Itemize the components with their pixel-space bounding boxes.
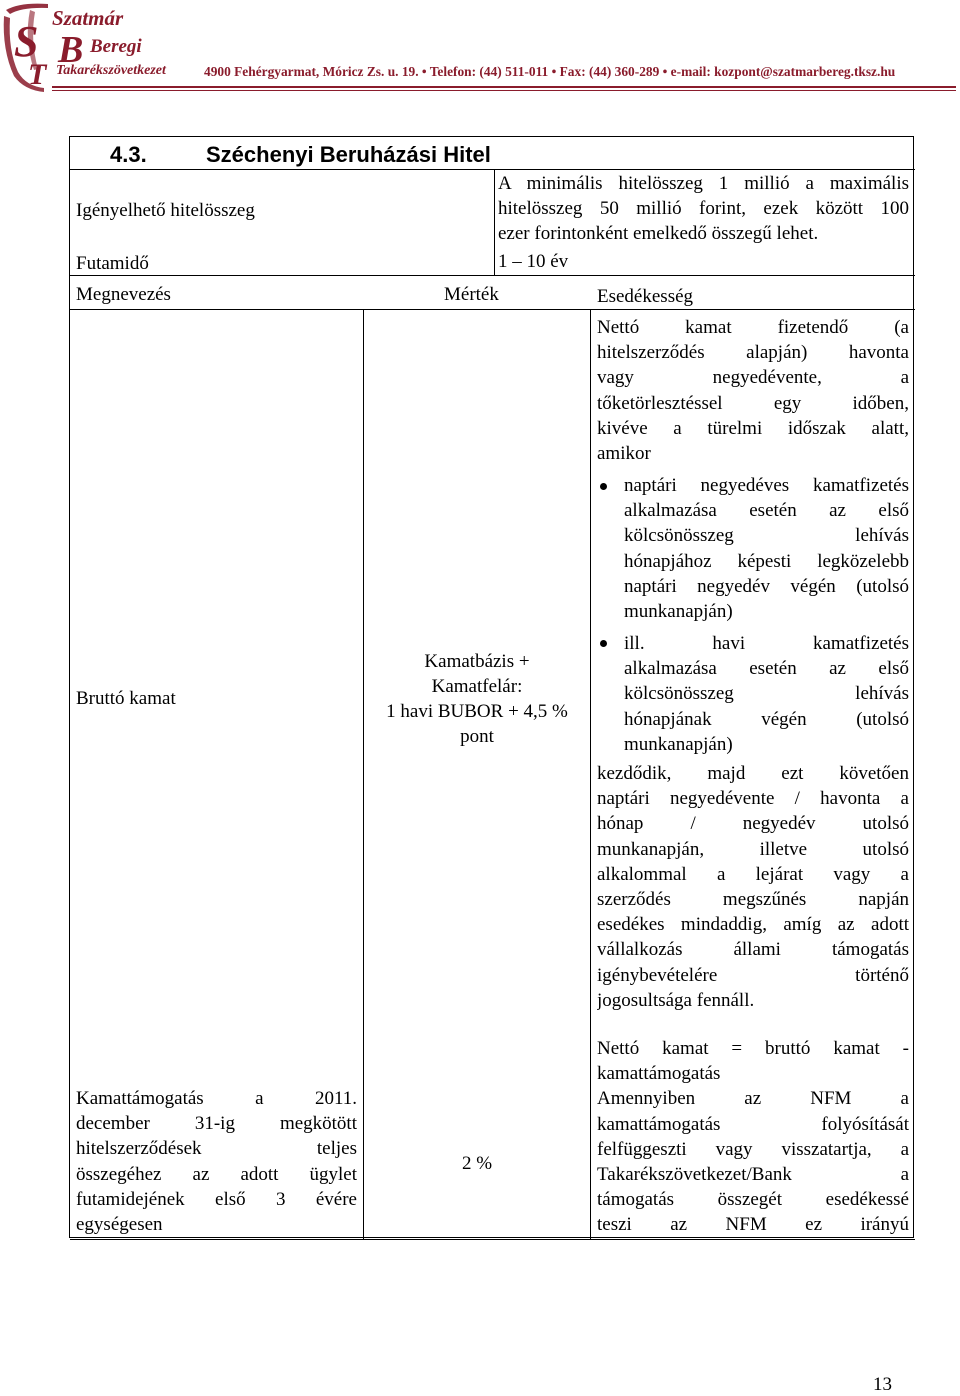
due-line: szerződés megszűnés napján	[597, 888, 909, 910]
company-logo	[0, 0, 200, 98]
due-line: hitelszerződés alapján) havonta	[597, 342, 909, 364]
due-line: vállalkozás állami támogatás	[597, 939, 909, 961]
subsidy-due-line: kamattámogatás folyósítását	[597, 1113, 909, 1135]
subsidy-line: összegéhez az adott ügylet	[76, 1163, 357, 1185]
due-line: igénybevételére történő	[597, 964, 909, 986]
term-label: Futamidő	[76, 253, 149, 274]
subsidy-rate: 2 %	[461, 1153, 493, 1174]
due-line: alkalommal a lejárat vagy a	[597, 863, 909, 885]
due-outro	[597, 761, 909, 1013]
subsidy-line: Kamattámogatás a 2011.	[76, 1088, 357, 1109]
subsidy-line: december 31-ig megkötött	[76, 1113, 357, 1135]
section-title	[110, 141, 491, 169]
page-number: 13	[873, 1374, 892, 1395]
subsidy-line: futamidejének első 3 évére	[76, 1188, 357, 1210]
due-bullet-2	[624, 631, 909, 757]
due-line: hónapjához képesti legközelebb	[624, 550, 909, 572]
due-line: munkanapján, illetve utolsó	[597, 838, 909, 860]
subsidy-due-line: teszi az NFM ez irányú	[597, 1214, 909, 1236]
header-due: Esedékesség	[597, 286, 694, 307]
letterhead	[0, 0, 960, 100]
due-line: naptári negyedévente / havonta a	[597, 788, 909, 810]
row-rule	[70, 275, 915, 276]
due-line: alkalmazása esetén az első	[624, 658, 909, 680]
bullet-icon	[600, 483, 607, 490]
amount-value	[498, 171, 909, 247]
due-line: hónap / negyedév utolsó	[597, 813, 909, 835]
section-number: 4.3.	[110, 142, 147, 167]
due-line: naptári negyedéves kamatfizetés	[624, 475, 909, 496]
gross-interest-label: Bruttó kamat	[76, 688, 176, 709]
subsidy-due-line: felfüggeszti vagy visszatartja, a	[597, 1138, 909, 1160]
row-rule	[70, 169, 915, 170]
row-rule	[70, 1239, 363, 1240]
rate-line: pont	[460, 726, 494, 747]
subsidy-label	[76, 1086, 357, 1237]
due-line: munkanapján)	[624, 600, 733, 622]
rate-line: Kamatbázis +	[424, 651, 530, 672]
section-title-text: Széchenyi Beruházási Hitel	[206, 142, 491, 167]
loan-terms-table	[69, 136, 914, 1238]
due-line: amikor	[597, 442, 651, 464]
subsidy-line: egységesen	[76, 1213, 163, 1235]
due-line: kezdődik, majd ezt követően	[597, 763, 909, 784]
subsidy-line: hitelszerződések teljes	[76, 1138, 357, 1160]
subsidy-due-line: Takarékszövetkezet/Bank a	[597, 1163, 909, 1185]
amount-label: Igényelhető hitelösszeg	[76, 200, 255, 221]
due-line: ill. havi kamatfizetés	[624, 633, 909, 654]
rate-line: Kamatfelár:	[431, 676, 523, 697]
amount-line: ezer forintonként emelkedő összegű lehet.	[498, 223, 819, 245]
subsidy-due	[597, 1036, 909, 1238]
subsidy-due-line: Nettó kamat = bruttó kamat -	[597, 1038, 909, 1059]
column-rule	[590, 309, 591, 1239]
spacer	[69, 1085, 70, 1086]
contact-line: 4900 Fehérgyarmat, Móricz Zs. u. 19. • Telefon: (44) 511-011 • Fax: (44) 360-289 • e-mail: kozpont@szatmarbereg.tksz.hu	[204, 64, 896, 79]
row-rule	[70, 309, 915, 310]
subsidy-due-line: Amennyiben az NFM a	[597, 1088, 909, 1110]
header-name: Megnevezés	[76, 284, 171, 305]
due-line: Nettó kamat fizetendő (a	[597, 317, 909, 338]
bullet-icon	[600, 640, 607, 647]
amount-line: hitelösszeg 50 millió forint, ezek között 100	[498, 198, 909, 220]
subsidy-due-line: támogatás összegét esedékessé	[597, 1189, 909, 1211]
due-line: esedékes mindaddig, amíg az adott	[597, 914, 909, 936]
rate-line: 1 havi BUBOR + 4,5 %	[386, 701, 568, 722]
due-line: kölcsönösszeg lehívás	[624, 683, 909, 705]
due-intro	[597, 315, 909, 466]
letterhead-rule	[52, 86, 956, 88]
due-bullet-1	[624, 473, 909, 624]
column-rule	[494, 169, 495, 275]
column-rule	[363, 309, 364, 1239]
due-line: alkalmazása esetén az első	[624, 500, 909, 522]
svg-text:S: S	[14, 17, 39, 66]
due-line: hónapjának végén (utolsó	[624, 708, 909, 730]
svg-text:T: T	[28, 58, 47, 91]
subsidy-due-line: kamattámogatás	[597, 1063, 721, 1085]
logo-text-takarekszovetkezet: Takarékszövetkezet	[56, 63, 166, 78]
gross-interest-rate	[364, 649, 590, 749]
due-line: tőketörlesztéssel egy időben,	[597, 392, 909, 414]
header-rate: Mérték	[444, 284, 499, 305]
logo-text-satmar: Szatmár	[52, 6, 124, 30]
due-line: kölcsönösszeg lehívás	[624, 525, 909, 547]
due-line: kivéve a türelmi időszak alatt,	[597, 417, 909, 439]
amount-line: A minimális hitelösszeg 1 millió a maximális	[498, 173, 909, 194]
logo-text-beregi: Beregi	[90, 36, 142, 57]
term-value: 1 – 10 év	[498, 251, 569, 272]
svg-text:B: B	[58, 29, 84, 71]
due-line: vagy negyedévente, a	[597, 367, 909, 389]
due-line: munkanapján)	[624, 733, 733, 755]
letterhead-rule-thin	[52, 90, 956, 91]
due-line: naptári negyedév végén (utolsó	[624, 575, 909, 597]
due-line: jogosultsága fennáll.	[597, 989, 755, 1011]
